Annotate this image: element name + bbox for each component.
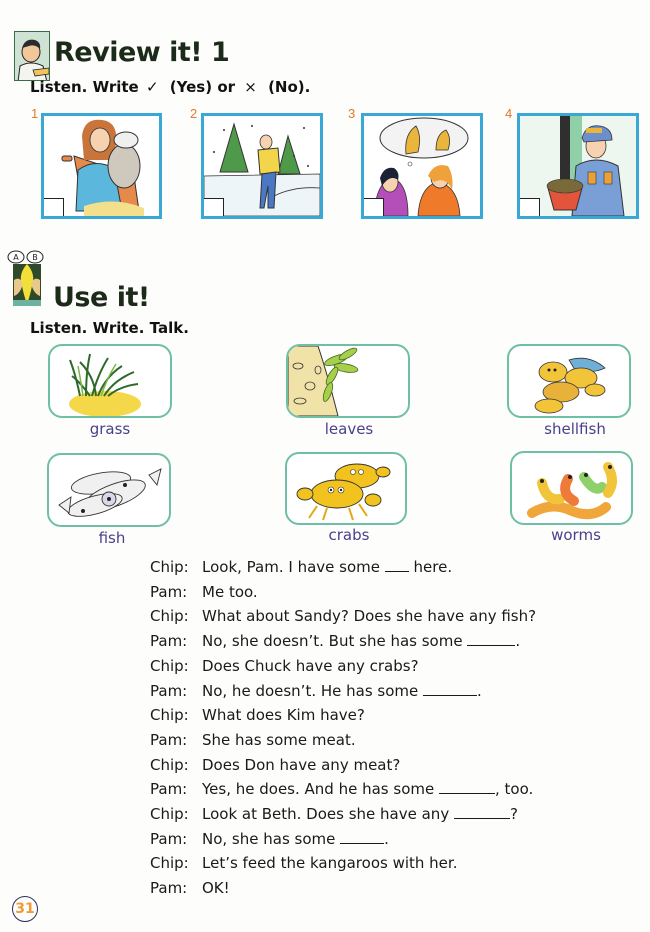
no-label: (No). — [268, 78, 311, 96]
line-text-after: here. — [408, 558, 453, 576]
use-instruction: Listen. Write. Talk. — [30, 319, 189, 337]
page-number-text: 31 — [15, 901, 35, 917]
speaker-name: Chip: — [150, 854, 189, 873]
speaker-name: Chip: — [150, 755, 189, 774]
vocab-label-fish: fish — [98, 529, 126, 547]
speaker-name: Chip: — [150, 607, 189, 626]
dialogue-line — [150, 583, 258, 601]
fill-in-blank[interactable] — [340, 832, 384, 844]
vocab-card-leaves — [286, 344, 410, 418]
dialogue-line — [150, 879, 230, 897]
page-number — [12, 896, 38, 922]
speaker-name: Pam: — [150, 681, 188, 700]
dialogue-line — [150, 632, 520, 650]
line-text: Yes, he does. And he has some — [202, 780, 439, 799]
yes-label: (Yes) or — [169, 78, 236, 96]
answer-checkbox-3[interactable] — [364, 198, 384, 216]
line-text: Does Don have any meat? — [202, 755, 401, 774]
answer-checkbox-2[interactable] — [204, 198, 224, 216]
line-text: OK! — [202, 879, 230, 898]
review-picture-4 — [517, 113, 639, 219]
dialogue-line — [150, 756, 400, 774]
speaker-name: Chip: — [150, 805, 189, 823]
speaker-name: Pam: — [150, 780, 188, 799]
picture-number: 4 — [505, 106, 513, 121]
use-title: Use it! — [53, 282, 150, 313]
vocab-label-grass: grass — [89, 420, 131, 438]
dialogue-line — [150, 607, 536, 625]
boy-reading-icon — [14, 31, 50, 81]
review-picture-1 — [41, 113, 162, 219]
cross-mark-icon: × — [244, 78, 257, 96]
shellfish-illustration — [509, 346, 629, 416]
vocab-card-fish — [47, 453, 171, 527]
letter-b: B — [32, 253, 38, 262]
fill-in-blank[interactable] — [423, 684, 477, 696]
dialogue-line — [150, 780, 533, 798]
worms-illustration — [512, 453, 631, 523]
speaker-name: Pam: — [150, 829, 188, 848]
line-text: What does Kim have? — [202, 706, 365, 725]
line-text: Me too. — [202, 582, 258, 601]
fill-in-blank[interactable] — [467, 634, 515, 646]
dialogue-line — [150, 558, 452, 576]
vocab-card-grass — [48, 344, 172, 418]
fish-illustration — [49, 455, 169, 525]
vocab-card-shellfish — [507, 344, 631, 418]
dialogue-line — [150, 682, 482, 700]
picture-number: 3 — [348, 106, 356, 121]
picture-number: 1 — [31, 106, 39, 121]
line-text: No, she doesn’t. But she has some — [202, 632, 468, 651]
grass-illustration — [50, 346, 170, 416]
dialogue-line — [150, 854, 457, 872]
line-text: Let’s feed the kangaroos with her. — [202, 854, 458, 873]
letter-a: A — [13, 253, 19, 262]
ab-talking-icon — [6, 250, 46, 308]
line-text: She has some meat. — [202, 730, 356, 749]
line-text-after: . — [384, 829, 389, 848]
review-picture-2 — [201, 113, 323, 219]
line-text: Look at Beth. Does she have any — [202, 805, 454, 823]
review-instruction — [30, 78, 310, 96]
vocab-label-crabs: crabs — [328, 526, 370, 544]
answer-checkbox-4[interactable] — [520, 198, 540, 216]
speaker-name: Chip: — [150, 558, 189, 576]
review-picture-3 — [361, 113, 483, 219]
dialogue-line — [150, 830, 389, 848]
speaker-name: Pam: — [150, 879, 188, 898]
leaves-illustration — [288, 346, 408, 416]
line-text-after: , too. — [494, 780, 534, 799]
vocab-label-leaves: leaves — [324, 420, 374, 438]
line-text: Look, Pam. I have some — [202, 558, 385, 576]
review-title: Review it! 1 — [54, 37, 230, 68]
speaker-name: Pam: — [150, 582, 188, 601]
speaker-name: Pam: — [150, 730, 188, 749]
vocab-card-worms — [510, 451, 633, 525]
line-text-after: . — [515, 632, 521, 651]
line-text: Does Chuck have any crabs? — [202, 656, 419, 675]
vocab-label-worms: worms — [551, 526, 601, 544]
dialogue-line — [150, 731, 356, 749]
line-text-after: . — [477, 681, 482, 700]
vocab-card-crabs — [285, 452, 407, 525]
dialogue-line — [150, 657, 419, 675]
line-text: No, she has some — [202, 829, 341, 848]
line-text-after: ? — [509, 805, 518, 823]
dialogue-line — [150, 805, 518, 823]
picture-number: 2 — [190, 106, 198, 121]
speaker-name: Pam: — [150, 632, 188, 651]
instruction-prefix: Listen. Write — [30, 78, 139, 96]
speaker-name: Chip: — [150, 706, 189, 725]
fill-in-blank[interactable] — [385, 560, 409, 572]
line-text: No, he doesn’t. He has some — [202, 681, 424, 700]
fill-in-blank[interactable] — [454, 807, 510, 819]
vocab-label-shellfish: shellfish — [544, 420, 606, 438]
answer-checkbox-1[interactable] — [44, 198, 64, 216]
dialogue-line — [150, 706, 365, 724]
fill-in-blank[interactable] — [439, 782, 495, 794]
speaker-name: Chip: — [150, 656, 189, 675]
crabs-illustration — [287, 454, 405, 523]
check-mark-icon: ✓ — [145, 78, 159, 96]
line-text: What about Sandy? Does she have any fish? — [202, 607, 537, 626]
